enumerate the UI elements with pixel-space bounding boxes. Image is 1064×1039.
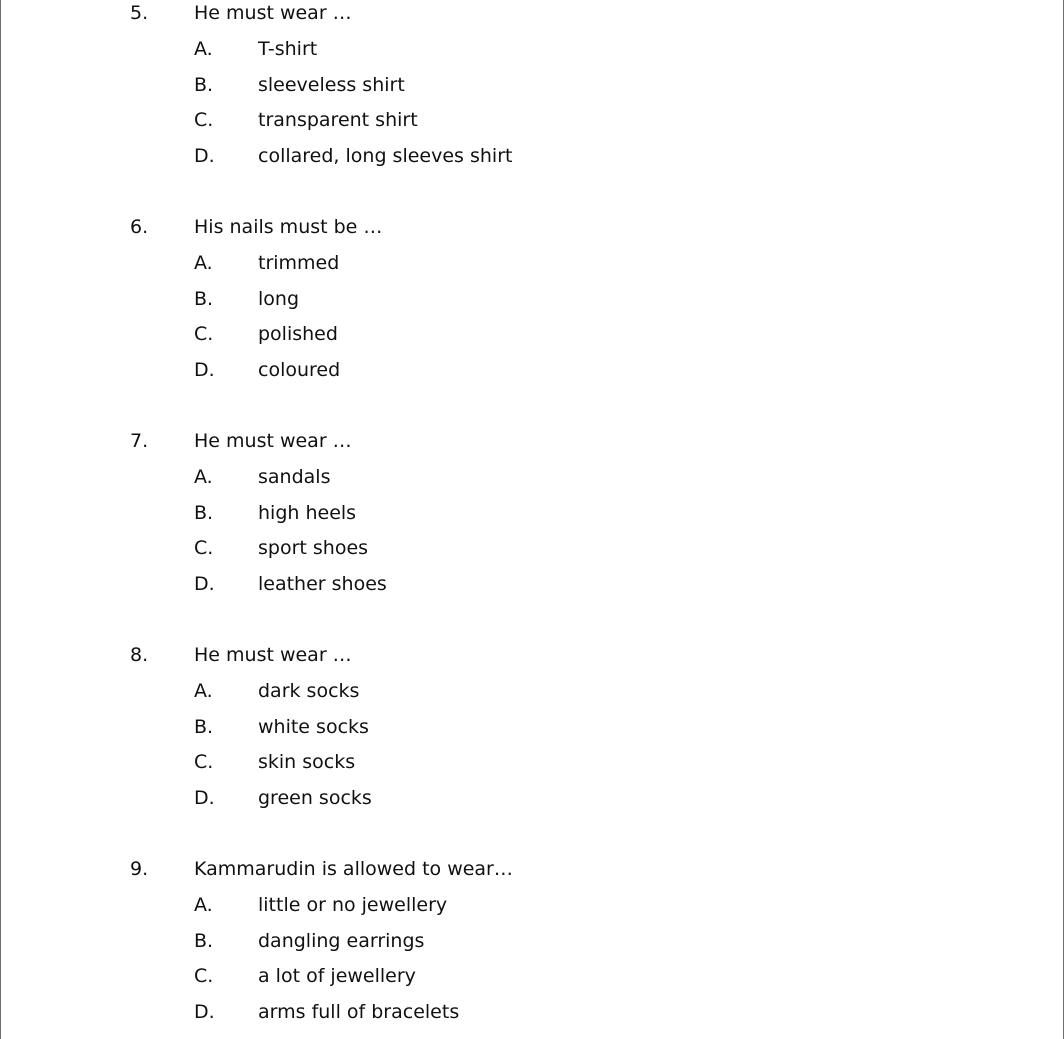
option-text: long [258, 287, 300, 310]
question-text: He must wear … [194, 2, 352, 24]
question-7 [1, 428, 1061, 607]
option-c [1, 107, 1061, 143]
question-9 [1, 856, 1061, 1035]
option-letter: D. [194, 573, 215, 595]
option-b [1, 286, 1061, 322]
option-letter: D. [194, 787, 215, 809]
option-text: leather shoes [258, 573, 387, 595]
option-letter: A. [194, 465, 213, 488]
question-text: Kammarudin is allowed to wear… [194, 858, 513, 880]
option-a [1, 464, 1061, 500]
option-a [1, 36, 1061, 72]
question-stem [1, 642, 1061, 678]
option-text: arms full of bracelets [258, 1001, 460, 1023]
question-number: 5. [130, 2, 149, 24]
question-text: He must wear … [194, 430, 352, 452]
option-letter: C. [194, 965, 214, 988]
question-text: He must wear … [194, 644, 352, 666]
option-letter: A. [194, 37, 213, 60]
option-d [1, 571, 1061, 607]
option-text: sleeveless shirt [258, 73, 405, 96]
option-letter: B. [194, 501, 214, 524]
option-letter: B. [194, 73, 214, 96]
option-letter: D. [194, 1001, 215, 1023]
option-text: transparent shirt [258, 109, 418, 132]
question-number: 7. [130, 430, 149, 452]
option-c [1, 535, 1061, 571]
option-b [1, 500, 1061, 536]
option-d [1, 785, 1061, 821]
option-text: collared, long sleeves shirt [258, 145, 513, 167]
option-c [1, 963, 1061, 999]
option-a [1, 678, 1061, 714]
option-b [1, 714, 1061, 750]
question-stem [1, 0, 1061, 36]
question-6 [1, 214, 1061, 393]
option-text: trimmed [258, 251, 340, 274]
option-letter: C. [194, 537, 214, 560]
option-d [1, 999, 1061, 1035]
option-text: dark socks [258, 679, 360, 702]
option-letter: B. [194, 929, 214, 952]
question-number: 6. [130, 216, 149, 238]
option-text: high heels [258, 501, 357, 524]
option-text: coloured [258, 359, 341, 381]
option-a [1, 250, 1061, 286]
option-a [1, 892, 1061, 928]
option-letter: B. [194, 715, 214, 738]
option-letter: A. [194, 679, 213, 702]
option-letter: A. [194, 251, 213, 274]
option-text: a lot of jewellery [258, 965, 416, 988]
option-text: little or no jewellery [258, 893, 448, 916]
option-c [1, 749, 1061, 785]
option-b [1, 928, 1061, 964]
option-letter: C. [194, 323, 214, 346]
option-letter: D. [194, 145, 215, 167]
option-letter: C. [194, 751, 214, 774]
question-number: 9. [130, 858, 149, 880]
question-8 [1, 642, 1061, 821]
option-text: skin socks [258, 751, 356, 774]
question-number: 8. [130, 644, 149, 666]
option-text: sandals [258, 465, 331, 488]
option-d [1, 143, 1061, 179]
question-stem [1, 428, 1061, 464]
option-letter: B. [194, 287, 214, 310]
option-letter: A. [194, 893, 213, 916]
question-stem [1, 214, 1061, 250]
option-text: T-shirt [258, 37, 318, 60]
option-letter: D. [194, 359, 215, 381]
question-text: His nails must be … [194, 216, 383, 238]
option-text: white socks [258, 715, 369, 738]
option-text: green socks [258, 787, 372, 809]
option-letter: C. [194, 109, 214, 132]
option-b [1, 72, 1061, 108]
option-c [1, 321, 1061, 357]
question-stem [1, 856, 1061, 892]
option-text: dangling earrings [258, 929, 425, 952]
option-text: sport shoes [258, 537, 369, 560]
option-text: polished [258, 323, 338, 346]
question-5 [1, 0, 1061, 179]
option-d [1, 357, 1061, 393]
